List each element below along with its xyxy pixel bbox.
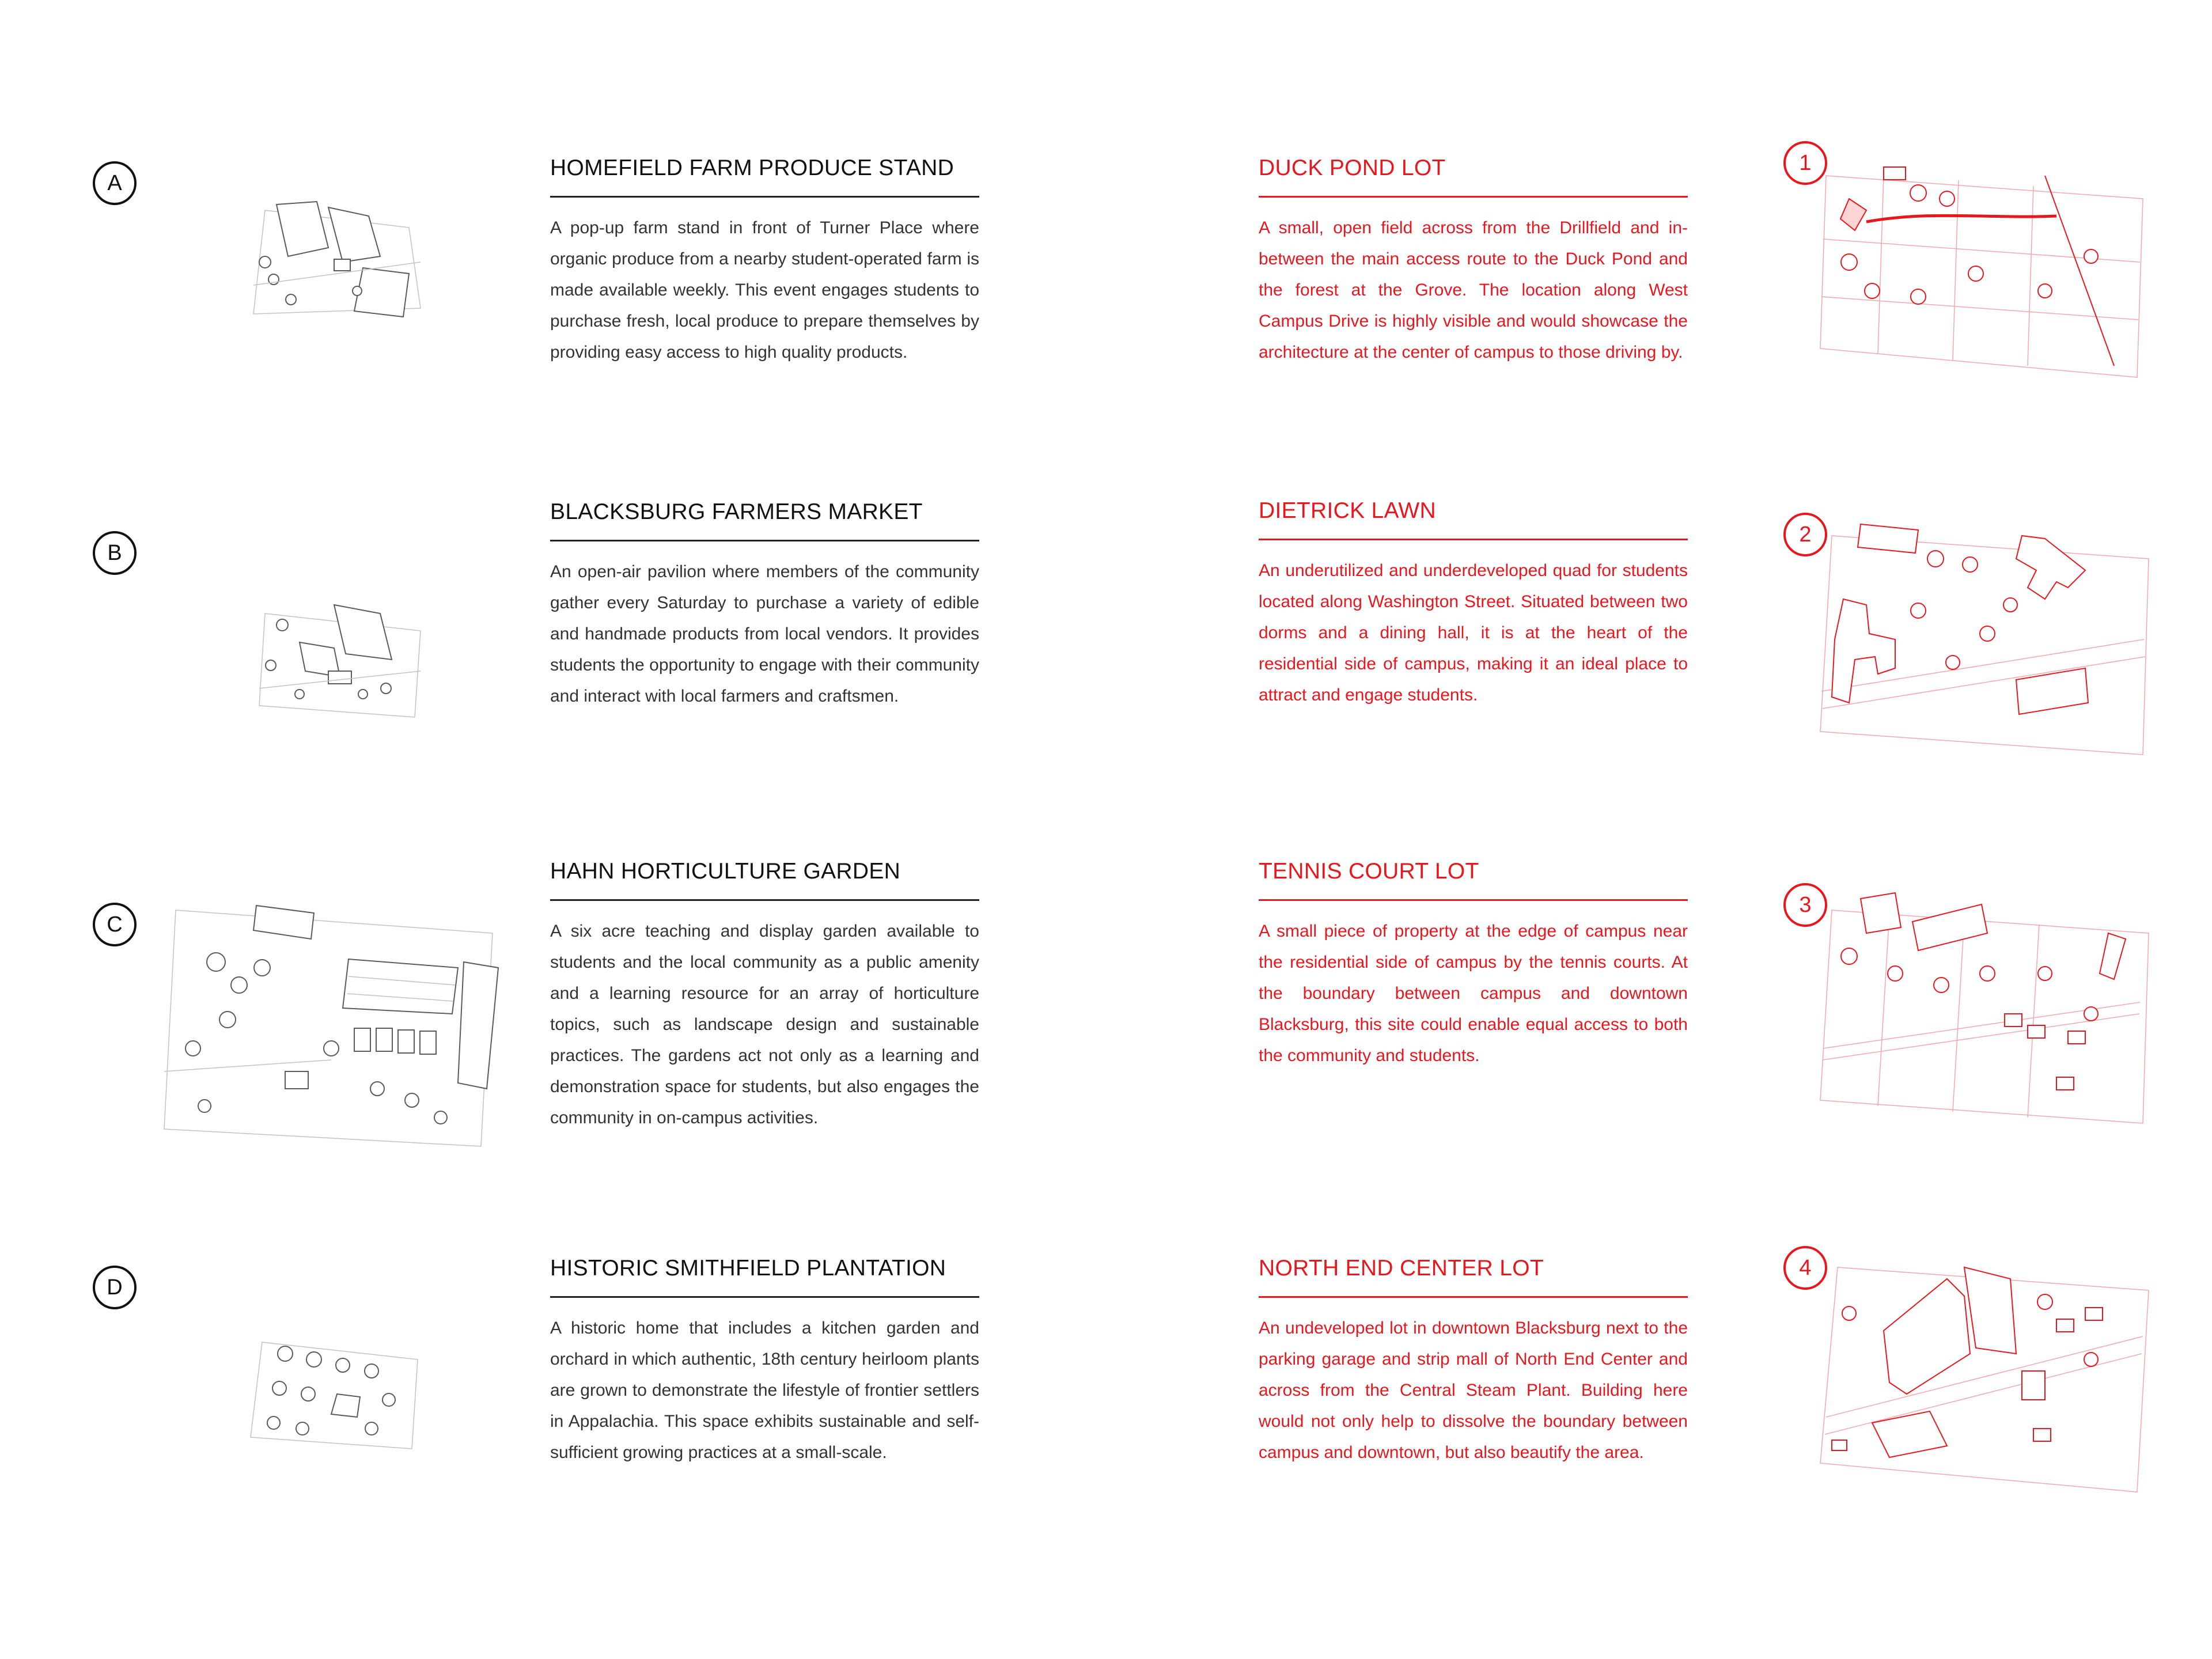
precedent-badge-a: A (93, 161, 137, 205)
site-badge-3: 3 (1783, 883, 1827, 927)
horticulture-garden-axonometric-illustration (158, 899, 504, 1158)
north-end-center-lot-axonometric-illustration (1815, 1256, 2154, 1498)
precedent-title: HOMEFIELD FARM PRODUCE STAND (550, 156, 979, 198)
duck-pond-lot-axonometric-illustration (1815, 164, 2154, 383)
tennis-court-lot-axonometric-illustration (1815, 887, 2154, 1129)
precedent-title: HAHN HORTICULTURE GARDEN (550, 859, 979, 901)
farmers-market-axonometric-illustration (248, 590, 432, 729)
site-description: An underutilized and underdeveloped quad for students located along Washington Street. Situated between two dorms and a dining hall, it is at the heart of the residential side of campus, making it an ideal place to attract and engage students. (1259, 561, 1688, 704)
precedent-badge-d: D (93, 1266, 137, 1309)
site-description: An undeveloped lot in downtown Blacksburg next to the parking garage and strip mall of North End Center and across from the Central Steam Plant. Building here would not only help to dissolve the boundary between campus and downtown, but also beautify the area. (1259, 1319, 1688, 1462)
smithfield-plantation-axonometric-illustration (245, 1325, 429, 1457)
precedent-entry-b (550, 499, 979, 712)
site-title: NORTH END CENTER LOT (1259, 1256, 1688, 1298)
precedent-description: An open-air pavilion where members of the community gather every Saturday to purchase a variety of edible and handmade products from local vendors. It provides students the opportunity to engage with their community and interact with local farmers and craftsmen. (550, 562, 979, 706)
precedent-entry-d (550, 1256, 979, 1468)
site-description: A small, open field across from the Drillfield and in-between the main access route to the Duck Pond and the forest at the Grove. The location along West Campus Drive is highly visible and would showcase the architecture at the center of campus to those driving by. (1259, 218, 1688, 362)
site-entry-1 (1259, 156, 1688, 368)
site-entry-3 (1259, 859, 1688, 1071)
precedent-entry-c (550, 859, 979, 1134)
site-description: A small piece of property at the edge of campus near the residential side of campus by the tennis courts. At the boundary between campus and downtown Blacksburg, this site could enable equal access to both the community and students. (1259, 922, 1688, 1065)
produce-stand-axonometric-illustration (242, 193, 432, 331)
precedent-description: A historic home that includes a kitchen garden and orchard in which authentic, 18th century heirloom plants are grown to demonstrate the lifestyle of frontier settlers in Appalachia. This space exhibits sustainable and self-sufficient growing practices at a small-scale. (550, 1319, 979, 1462)
precedent-badge-c: C (93, 903, 137, 946)
site-entry-4 (1259, 1256, 1688, 1468)
precedent-description: A pop-up farm stand in front of Turner Place where organic produce from a nearby student-operated farm is made available weekly. This event engages students to purchase fresh, local produce to prepare themselves by providing easy access to high quality products. (550, 218, 979, 362)
site-badge-1: 1 (1783, 141, 1827, 185)
site-badge-4: 4 (1783, 1246, 1827, 1290)
site-title: DIETRICK LAWN (1259, 498, 1688, 540)
site-title: TENNIS COURT LOT (1259, 859, 1688, 901)
precedent-title: HISTORIC SMITHFIELD PLANTATION (550, 1256, 979, 1298)
precedent-entry-a (550, 156, 979, 368)
precedent-description: A six acre teaching and display garden available to students and the local community as a public amenity and a learning resource for an array of horticulture topics, such as landscape design and sustainable practices. The gardens act not only as a learning and demonstration space for students, but also engages the community in on-campus activities. (550, 922, 979, 1127)
site-entry-2 (1259, 498, 1688, 711)
dietrick-lawn-axonometric-illustration (1815, 518, 2154, 760)
site-title: DUCK POND LOT (1259, 156, 1688, 198)
precedent-badge-b: B (93, 531, 137, 575)
site-badge-2: 2 (1783, 513, 1827, 556)
precedent-title: BLACKSBURG FARMERS MARKET (550, 499, 979, 541)
